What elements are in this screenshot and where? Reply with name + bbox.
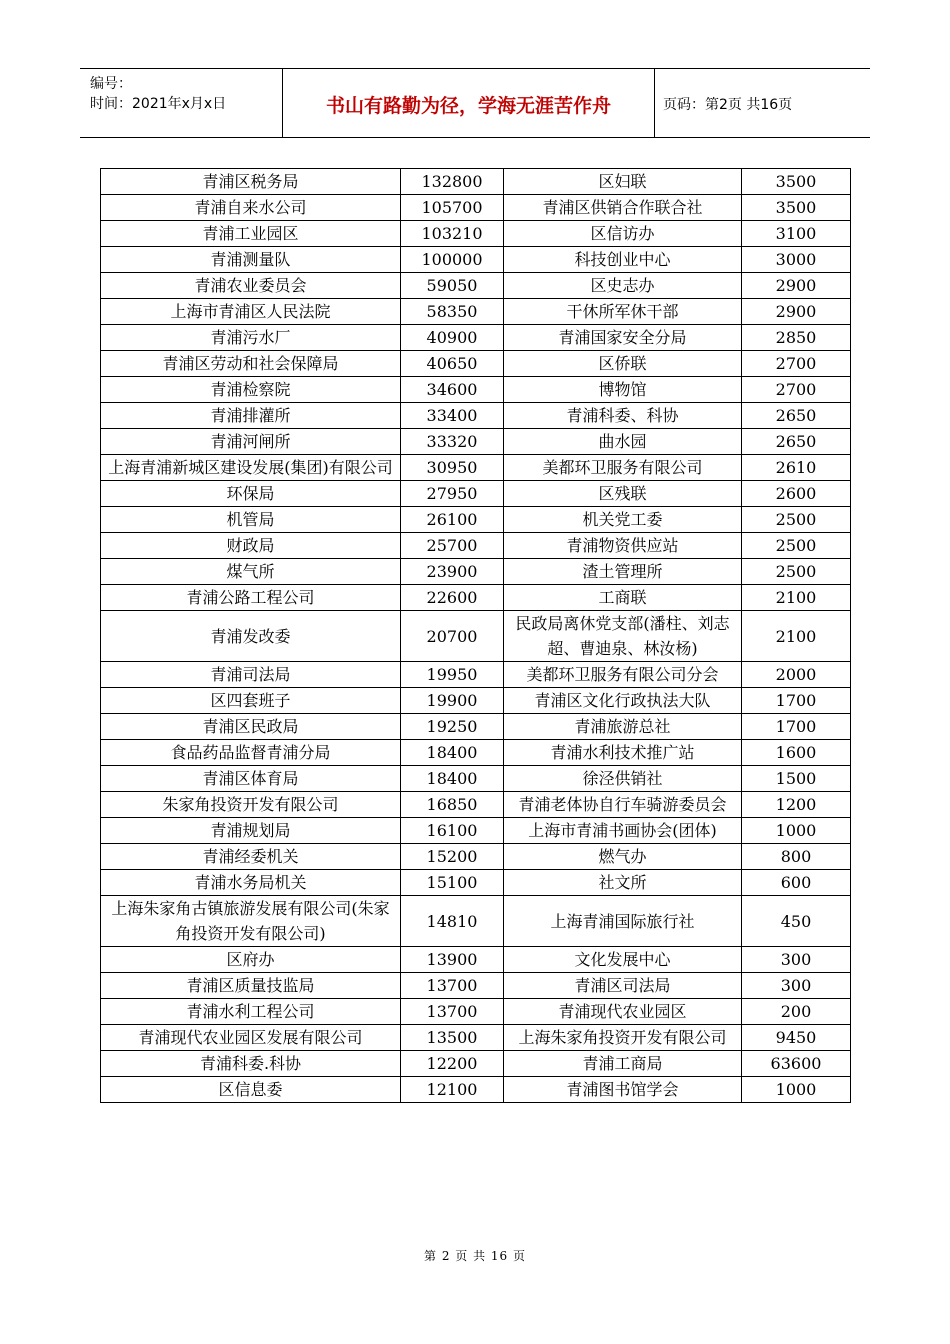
unit-name-cell: 青浦现代农业园区 <box>504 999 742 1025</box>
unit-name-cell: 青浦科委.科协 <box>101 1051 401 1077</box>
amount-cell: 1000 <box>742 1077 851 1103</box>
unit-name-cell: 博物馆 <box>504 377 742 403</box>
amount-cell: 600 <box>742 870 851 896</box>
amount-cell: 30950 <box>401 455 504 481</box>
amount-cell: 3500 <box>742 169 851 195</box>
unit-name-cell: 青浦公路工程公司 <box>101 585 401 611</box>
unit-name-cell: 青浦水利工程公司 <box>101 999 401 1025</box>
amount-cell: 12200 <box>401 1051 504 1077</box>
header-motto-cell <box>283 69 655 137</box>
unit-name-cell: 青浦区文化行政执法大队 <box>504 688 742 714</box>
table-row <box>101 870 851 896</box>
amount-cell: 2650 <box>742 429 851 455</box>
amount-cell: 26100 <box>401 507 504 533</box>
unit-name-cell: 曲水园 <box>504 429 742 455</box>
amount-cell: 1500 <box>742 766 851 792</box>
amount-cell: 2000 <box>742 662 851 688</box>
amount-cell: 59050 <box>401 273 504 299</box>
table-row <box>101 947 851 973</box>
unit-name-cell: 上海青浦国际旅行社 <box>504 896 742 947</box>
unit-name-cell: 环保局 <box>101 481 401 507</box>
amount-cell: 33400 <box>401 403 504 429</box>
amount-cell: 33320 <box>401 429 504 455</box>
page-footer: 第 2 页 共 16 页 <box>424 1249 526 1263</box>
unit-name-cell: 煤气所 <box>101 559 401 585</box>
amount-cell: 23900 <box>401 559 504 585</box>
unit-name-cell: 朱家角投资开发有限公司 <box>101 792 401 818</box>
table-row <box>101 999 851 1025</box>
amount-cell: 58350 <box>401 299 504 325</box>
unit-name-cell: 徐泾供销社 <box>504 766 742 792</box>
unit-name-cell: 美都环卫服务有限公司 <box>504 455 742 481</box>
table-row <box>101 714 851 740</box>
amount-cell: 19900 <box>401 688 504 714</box>
amount-cell: 3500 <box>742 195 851 221</box>
amount-cell: 2100 <box>742 585 851 611</box>
table-row <box>101 247 851 273</box>
unit-name-cell: 上海朱家角古镇旅游发展有限公司(朱家角投资开发有限公司) <box>101 896 401 947</box>
unit-name-cell: 青浦经委机关 <box>101 844 401 870</box>
amount-cell: 2650 <box>742 403 851 429</box>
header-motto: 书山有路勤为径，学海无涯苦作舟 <box>325 95 611 117</box>
table-row <box>101 1077 851 1103</box>
unit-name-cell: 区信访办 <box>504 221 742 247</box>
table-row <box>101 585 851 611</box>
amount-cell: 2500 <box>742 533 851 559</box>
amount-cell: 2600 <box>742 481 851 507</box>
unit-name-cell: 青浦区质量技监局 <box>101 973 401 999</box>
unit-name-cell: 区史志办 <box>504 273 742 299</box>
unit-name-cell: 科技创业中心 <box>504 247 742 273</box>
amount-cell: 15200 <box>401 844 504 870</box>
amount-cell: 100000 <box>401 247 504 273</box>
unit-name-cell: 区侨联 <box>504 351 742 377</box>
table-row <box>101 377 851 403</box>
amount-cell: 15100 <box>401 870 504 896</box>
amount-cell: 18400 <box>401 740 504 766</box>
amount-cell: 22600 <box>401 585 504 611</box>
unit-name-cell: 青浦工商局 <box>504 1051 742 1077</box>
unit-name-cell: 上海朱家角投资开发有限公司 <box>504 1025 742 1051</box>
amount-cell: 1700 <box>742 714 851 740</box>
table-row <box>101 481 851 507</box>
amount-cell: 2100 <box>742 611 851 662</box>
unit-name-cell: 青浦图书馆学会 <box>504 1077 742 1103</box>
amount-cell: 63600 <box>742 1051 851 1077</box>
table-row <box>101 325 851 351</box>
unit-name-cell: 青浦司法局 <box>101 662 401 688</box>
unit-name-cell: 青浦区民政局 <box>101 714 401 740</box>
amount-cell: 1200 <box>742 792 851 818</box>
unit-name-cell: 青浦污水厂 <box>101 325 401 351</box>
table-row <box>101 169 851 195</box>
table-row <box>101 766 851 792</box>
table-row <box>101 662 851 688</box>
unit-name-cell: 青浦排灌所 <box>101 403 401 429</box>
amount-cell: 12100 <box>401 1077 504 1103</box>
unit-name-cell: 机关党工委 <box>504 507 742 533</box>
unit-name-cell: 青浦现代农业园区发展有限公司 <box>101 1025 401 1051</box>
amount-cell: 3000 <box>742 247 851 273</box>
unit-name-cell: 青浦区体育局 <box>101 766 401 792</box>
unit-name-cell: 区府办 <box>101 947 401 973</box>
table-row <box>101 688 851 714</box>
header-page-info: 页码：第2页 共16页 <box>663 97 793 113</box>
table-row <box>101 559 851 585</box>
unit-name-cell: 区妇联 <box>504 169 742 195</box>
unit-name-cell: 干休所军休干部 <box>504 299 742 325</box>
donation-table <box>100 168 851 1103</box>
table-body <box>101 169 851 1103</box>
header-page-cell <box>655 69 870 137</box>
unit-name-cell: 上海青浦新城区建设发展(集团)有限公司 <box>101 455 401 481</box>
amount-cell: 200 <box>742 999 851 1025</box>
unit-name-cell: 民政局离休党支部(潘柱、刘志超、曹迪泉、林汝杨) <box>504 611 742 662</box>
amount-cell: 27950 <box>401 481 504 507</box>
amount-cell: 40900 <box>401 325 504 351</box>
table-row <box>101 221 851 247</box>
amount-cell: 14810 <box>401 896 504 947</box>
unit-name-cell: 青浦发改委 <box>101 611 401 662</box>
table-row <box>101 533 851 559</box>
amount-cell: 20700 <box>401 611 504 662</box>
unit-name-cell: 文化发展中心 <box>504 947 742 973</box>
unit-name-cell: 区残联 <box>504 481 742 507</box>
table-row <box>101 818 851 844</box>
unit-name-cell: 青浦科委、科协 <box>504 403 742 429</box>
page-header <box>80 68 870 138</box>
amount-cell: 13700 <box>401 973 504 999</box>
amount-cell: 16850 <box>401 792 504 818</box>
unit-name-cell: 青浦区司法局 <box>504 973 742 999</box>
amount-cell: 13500 <box>401 1025 504 1051</box>
unit-name-cell: 青浦水务局机关 <box>101 870 401 896</box>
amount-cell: 34600 <box>401 377 504 403</box>
amount-cell: 132800 <box>401 169 504 195</box>
amount-cell: 25700 <box>401 533 504 559</box>
unit-name-cell: 青浦区劳动和社会保障局 <box>101 351 401 377</box>
table-row <box>101 611 851 662</box>
unit-name-cell: 青浦旅游总社 <box>504 714 742 740</box>
unit-name-cell: 青浦工业园区 <box>101 221 401 247</box>
unit-name-cell: 青浦区供销合作联合社 <box>504 195 742 221</box>
amount-cell: 13900 <box>401 947 504 973</box>
unit-name-cell: 美都环卫服务有限公司分会 <box>504 662 742 688</box>
table-row <box>101 403 851 429</box>
amount-cell: 13700 <box>401 999 504 1025</box>
amount-cell: 800 <box>742 844 851 870</box>
amount-cell: 3100 <box>742 221 851 247</box>
amount-cell: 450 <box>742 896 851 947</box>
unit-name-cell: 机管局 <box>101 507 401 533</box>
amount-cell: 105700 <box>401 195 504 221</box>
unit-name-cell: 区四套班子 <box>101 688 401 714</box>
unit-name-cell: 青浦规划局 <box>101 818 401 844</box>
amount-cell: 2700 <box>742 351 851 377</box>
amount-cell: 2850 <box>742 325 851 351</box>
amount-cell: 300 <box>742 947 851 973</box>
table-row <box>101 740 851 766</box>
unit-name-cell: 区信息委 <box>101 1077 401 1103</box>
amount-cell: 19950 <box>401 662 504 688</box>
unit-name-cell: 青浦农业委员会 <box>101 273 401 299</box>
unit-name-cell: 青浦老体协自行车骑游委员会 <box>504 792 742 818</box>
unit-name-cell: 青浦物资供应站 <box>504 533 742 559</box>
table-row <box>101 1051 851 1077</box>
table-row <box>101 351 851 377</box>
unit-name-cell: 青浦水利技术推广站 <box>504 740 742 766</box>
table-row <box>101 195 851 221</box>
table-row <box>101 844 851 870</box>
table-row <box>101 1025 851 1051</box>
amount-cell: 2500 <box>742 559 851 585</box>
amount-cell: 2610 <box>742 455 851 481</box>
amount-cell: 2700 <box>742 377 851 403</box>
unit-name-cell: 青浦国家安全分局 <box>504 325 742 351</box>
table-row <box>101 973 851 999</box>
unit-name-cell: 工商联 <box>504 585 742 611</box>
amount-cell: 16100 <box>401 818 504 844</box>
amount-cell: 2500 <box>742 507 851 533</box>
table-row <box>101 507 851 533</box>
unit-name-cell: 食品药品监督青浦分局 <box>101 740 401 766</box>
table-row <box>101 896 851 947</box>
document-time-label: 时间：2021年x月x日 <box>90 96 227 112</box>
amount-cell: 300 <box>742 973 851 999</box>
unit-name-cell: 青浦检察院 <box>101 377 401 403</box>
header-meta-cell <box>80 69 283 137</box>
table-row <box>101 299 851 325</box>
table-row <box>101 273 851 299</box>
unit-name-cell: 青浦区税务局 <box>101 169 401 195</box>
unit-name-cell: 青浦河闸所 <box>101 429 401 455</box>
amount-cell: 103210 <box>401 221 504 247</box>
table-row <box>101 429 851 455</box>
amount-cell: 1600 <box>742 740 851 766</box>
amount-cell: 40650 <box>401 351 504 377</box>
table-row <box>101 792 851 818</box>
unit-name-cell: 燃气办 <box>504 844 742 870</box>
unit-name-cell: 渣土管理所 <box>504 559 742 585</box>
unit-name-cell: 青浦自来水公司 <box>101 195 401 221</box>
unit-name-cell: 上海市青浦书画协会(团体) <box>504 818 742 844</box>
amount-cell: 9450 <box>742 1025 851 1051</box>
unit-name-cell: 上海市青浦区人民法院 <box>101 299 401 325</box>
amount-cell: 19250 <box>401 714 504 740</box>
document-number-label: 编号： <box>90 76 132 92</box>
amount-cell: 2900 <box>742 273 851 299</box>
table-row <box>101 455 851 481</box>
amount-cell: 1000 <box>742 818 851 844</box>
unit-name-cell: 社文所 <box>504 870 742 896</box>
amount-cell: 1700 <box>742 688 851 714</box>
unit-name-cell: 财政局 <box>101 533 401 559</box>
amount-cell: 18400 <box>401 766 504 792</box>
amount-cell: 2900 <box>742 299 851 325</box>
unit-name-cell: 青浦测量队 <box>101 247 401 273</box>
